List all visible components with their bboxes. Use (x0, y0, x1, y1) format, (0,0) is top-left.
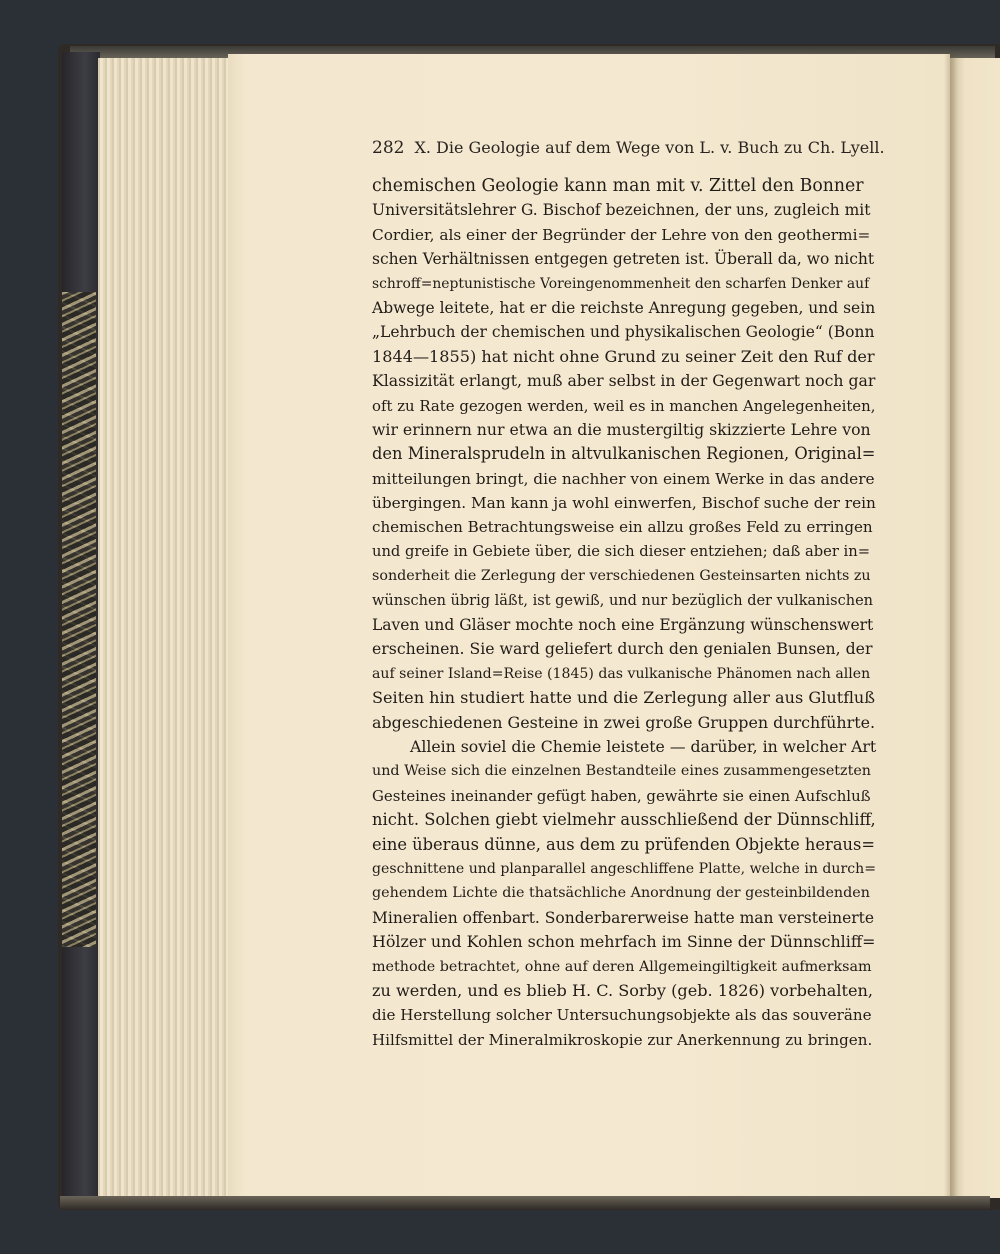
text-line: Allein soviel die Chemie leistete — darüber, in welcher Art (410, 736, 877, 756)
page-stack-edges (98, 58, 229, 1200)
running-title: X. Die Geologie auf dem Wege von L. v. Buch zu Ch. Lyell. (414, 138, 885, 157)
text-line: schroff=neptunistische Voreingenommenheit den scharfen Denker auf (372, 275, 870, 292)
text-line: eine überaus dünne, aus dem zu prüfenden Objekte heraus= (372, 834, 876, 854)
text-line: erscheinen. Sie ward geliefert durch den genialen Bunsen, der (372, 639, 873, 659)
text-line: die Herstellung solcher Untersuchungsobjekte als das souveräne (372, 1006, 872, 1025)
text-line: wir erinnern nur etwa an die mustergiltig skizzierte Lehre von (372, 419, 871, 439)
text-line: Laven und Gläser mochte noch eine Ergänzung wünschenswert (372, 616, 874, 635)
text-line: chemischen Betrachtungsweise ein allzu großes Feld zu erringen (372, 518, 873, 537)
text-line: übergingen. Man kann ja wohl einwerfen, Bischof suche der rein (372, 494, 876, 513)
text-line: abgeschiedenen Gesteine in zwei große Gruppen durchführte. (372, 712, 876, 732)
text-line: Hilfsmittel der Mineralmikroskopie zur Anerkennung zu bringen. (372, 1030, 873, 1049)
text-line: „Lehrbuch der chemischen und physikalischen Geologie“ (Bonn (372, 323, 875, 342)
text-line: sonderheit die Zerlegung der verschiedenen Gesteinsarten nichts zu (372, 568, 871, 585)
cover-bottom-edge (60, 1196, 990, 1210)
text-line: Gesteines ineinander gefügt haben, gewährte sie einen Aufschluß (372, 786, 871, 805)
text-line: oft zu Rate gezogen werden, weil es in manchen Angelegenheiten, (372, 396, 876, 415)
text-line: gehendem Lichte die thatsächliche Anordnung der gesteinbildenden (372, 885, 870, 902)
body-text (372, 174, 876, 1052)
marbled-spine-panel (62, 292, 96, 947)
text-line: schen Verhältnissen entgegen getreten ist. Überall da, wo nicht (372, 250, 875, 269)
text-line: Universitätslehrer G. Bischof bezeichnen, der uns, zugleich mit (372, 201, 871, 220)
text-line: mitteilungen bringt, die nachher von einem Werke in das andere (372, 469, 875, 488)
text-line: wünschen übrig läßt, ist gewiß, und nur bezüglich der vulkanischen (372, 592, 873, 609)
text-line: auf seiner Island=Reise (1845) das vulkanische Phänomen nach allen (372, 665, 871, 682)
text-line: und Weise sich die einzelnen Bestandteile eines zusammengesetzten (372, 763, 872, 780)
text-line: zu werden, und es blieb H. C. Sorby (geb. 1826) vorbehalten, (372, 980, 873, 1000)
page-number: 282 (372, 138, 405, 158)
running-header (372, 138, 885, 158)
text-line: und greife in Gebiete über, die sich dieser entziehen; daß aber in= (372, 542, 871, 560)
text-line: Seiten hin studiert hatte und die Zerlegung aller aus Glutfluß (372, 688, 876, 708)
text-line: Mineralien offenbart. Sonderbarerweise hatte man versteinerte (372, 908, 875, 927)
text-line: Abwege leitete, hat er die reichste Anregung gegeben, und sein (372, 298, 876, 317)
text-line: den Mineralsprudeln in altvulkanischen Regionen, Original= (372, 444, 876, 464)
text-line: geschnittene und planparallel angeschliffene Platte, welche in durch= (372, 860, 877, 877)
text-line: Hölzer und Kohlen schon mehrfach im Sinne der Dünnschliff= (372, 932, 876, 952)
text-line: Klassizität erlangt, muß aber selbst in der Gegenwart noch gar (372, 371, 876, 391)
text-line: methode betrachtet, ohne auf deren Allgemeingiltigkeit aufmerksam (372, 958, 872, 975)
text-line: Cordier, als einer der Begründer der Lehre von den geothermi= (372, 225, 871, 244)
text-line: chemischen Geologie kann man mit v. Zittel den Bonner (372, 176, 864, 196)
text-line: 1844—1855) hat nicht ohne Grund zu seiner Zeit den Ruf der (372, 346, 875, 366)
gutter-shadow (944, 54, 958, 1202)
text-line: nicht. Solchen giebt vielmehr ausschließend der Dünnschliff, (372, 810, 876, 830)
